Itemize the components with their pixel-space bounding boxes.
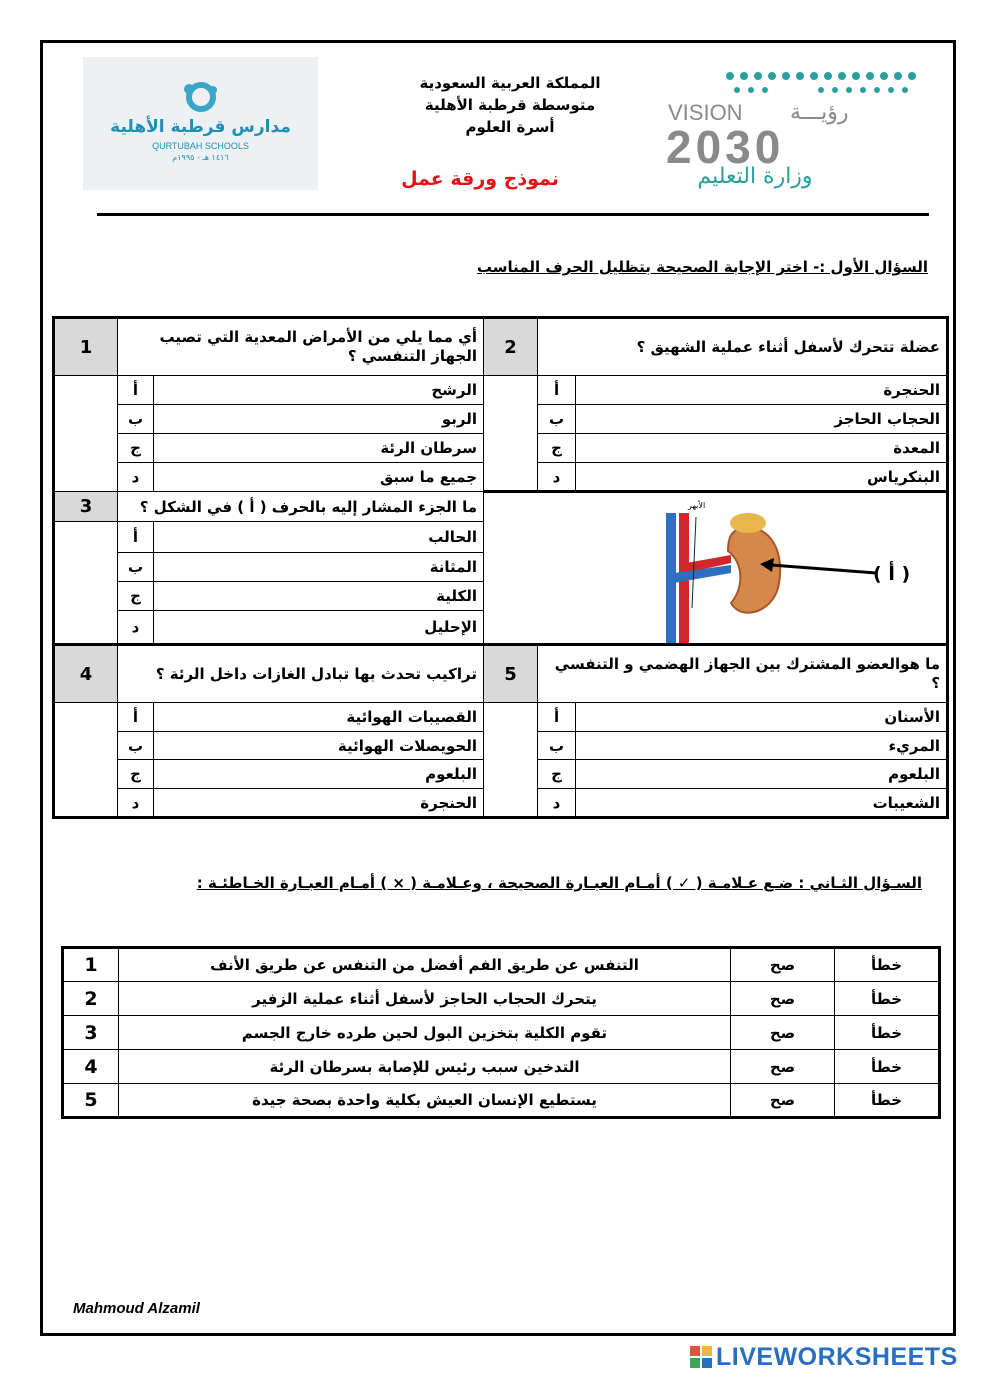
adrenal-shape — [730, 513, 766, 533]
worksheet-title: نموذج ورقة عمل — [401, 168, 559, 190]
q3-option-letter[interactable]: ج — [118, 582, 154, 611]
ministry-text: وزارة التعليم — [697, 164, 813, 189]
tf-false-option[interactable]: خطأ — [835, 1084, 940, 1118]
q5-option-text: المريء — [576, 732, 948, 760]
tf-statement: يستطيع الإنسان العيش بكلية واحدة بصحة جيدة — [119, 1084, 731, 1118]
q1-option-text: الربو — [154, 405, 484, 434]
q5-option-letter[interactable]: أ — [538, 703, 576, 732]
tf-false-option[interactable]: خطأ — [835, 1050, 940, 1084]
q2-title: السـؤال الثـاني : ضـع عـلامـة ( ✓ ) أمـام العبـارة الصحيحة ، وعـلامـة ( × ) أمـام العبـارة الخـاطئـة : — [196, 874, 922, 892]
tf-true-option[interactable]: صح — [731, 1084, 835, 1118]
q1-option-text: سرطان الرئة — [154, 434, 484, 463]
q2-option-text: البنكرياس — [576, 463, 948, 492]
q1-option-letter[interactable]: ب — [118, 405, 154, 434]
q4-option-text: القصيبات الهوائية — [154, 703, 484, 732]
aorta-caption: الأبهر — [688, 501, 706, 510]
q5-option-text: الشعيبات — [576, 789, 948, 818]
school-logo-year: ١٤١٦ هـ - ١٩٩٥م — [172, 153, 229, 162]
q5-question: ما هوالعضو المشترك بين الجهاز الهضمي و التنفسي ؟ — [538, 645, 948, 703]
vision-text: VISION — [668, 100, 743, 125]
q3-question: ما الجزء المشار إليه بالحرف ( أ ) في الشكل ؟ — [118, 492, 484, 522]
q1-title: السؤال الأول :- اختر الإجابة الصحيحة بتظليل الحرف المناسب — [476, 258, 928, 276]
q3-option-text: الإحليل — [154, 611, 484, 645]
author-name: Mahmoud Alzamil — [73, 1300, 200, 1317]
q5-option-letter[interactable]: ج — [538, 760, 576, 789]
q4-option-text: الحويصلات الهوائية — [154, 732, 484, 760]
tf-true-option[interactable]: صح — [731, 982, 835, 1016]
tf-number: 1 — [63, 948, 119, 982]
q5-option-letter[interactable]: ب — [538, 732, 576, 760]
q1-answer-cell[interactable] — [54, 376, 118, 492]
tf-statement: التنفس عن طريق الفم أفضل من التنفس عن طريق الأنف — [119, 948, 731, 982]
q4-option-letter[interactable]: ب — [118, 732, 154, 760]
q2-number: 2 — [484, 318, 538, 376]
q2-option-letter[interactable]: أ — [538, 376, 576, 405]
tf-false-option[interactable]: خطأ — [835, 982, 940, 1016]
q3-option-text: الكلية — [154, 582, 484, 611]
q2-option-text: الحنجرة — [576, 376, 948, 405]
q4-option-letter[interactable]: ج — [118, 760, 154, 789]
q1-number: 1 — [54, 318, 118, 376]
q3-answer-cell[interactable] — [54, 522, 118, 645]
q4-question: تراكيب تحدث بها تبادل الغازات داخل الرئة ؟ — [118, 645, 484, 703]
q2-option-letter[interactable]: د — [538, 463, 576, 492]
q4-option-letter[interactable]: د — [118, 789, 154, 818]
kidney-shape — [728, 527, 780, 612]
tf-true-option[interactable]: صح — [731, 1050, 835, 1084]
vision-ar-text: رؤيـــة — [790, 100, 849, 125]
header-line-1: المملكة العربية السعودية — [419, 74, 601, 92]
q4-number: 4 — [54, 645, 118, 703]
q3-option-letter[interactable]: د — [118, 611, 154, 645]
liveworksheets-brand[interactable] — [690, 1343, 958, 1372]
tf-false-option[interactable]: خطأ — [835, 1016, 940, 1050]
tf-number: 3 — [63, 1016, 119, 1050]
q2-option-letter[interactable]: ب — [538, 405, 576, 434]
tf-true-option[interactable]: صح — [731, 948, 835, 982]
school-logo — [83, 57, 318, 190]
q2-question: عضلة تتحرك لأسفل أثناء عملية الشهيق ؟ — [538, 318, 948, 376]
q5-option-text: الأسنان — [576, 703, 948, 732]
q2-answer-cell[interactable] — [484, 376, 538, 492]
q1-question: أي مما يلي من الأمراض المعدية التي تصيب الجهاز التنفسي ؟ — [118, 318, 484, 376]
q3-option-text: الحالب — [154, 522, 484, 553]
q1-option-text: جميع ما سبق — [154, 463, 484, 492]
q1-option-letter[interactable]: أ — [118, 376, 154, 405]
q4-answer-cell[interactable] — [54, 703, 118, 818]
q3-option-letter[interactable]: ب — [118, 553, 154, 582]
vision-2030-logo — [660, 60, 930, 192]
q4-option-letter[interactable]: أ — [118, 703, 154, 732]
header-line-3: أسرة العلوم — [465, 118, 555, 136]
q3-option-text: المثانة — [154, 553, 484, 582]
q1-option-letter[interactable]: ج — [118, 434, 154, 463]
vision-year: 2030 — [666, 121, 785, 173]
q4-option-text: البلعوم — [154, 760, 484, 789]
header-line-2: متوسطة قرطبة الأهلية — [424, 96, 596, 114]
q3-number: 3 — [54, 492, 118, 522]
tf-false-option[interactable]: خطأ — [835, 948, 940, 982]
tf-statement: التدخين سبب رئيس للإصابة بسرطان الرئة — [119, 1050, 731, 1084]
q4-option-text: الحنجرة — [154, 789, 484, 818]
tf-true-option[interactable]: صح — [731, 1016, 835, 1050]
q5-option-letter[interactable]: د — [538, 789, 576, 818]
tf-number: 5 — [63, 1084, 119, 1118]
mcq-table — [52, 316, 949, 819]
vision-dots-icon — [660, 60, 930, 100]
tf-statement: يتحرك الحجاب الحاجز لأسفل أثناء عملية الزفير — [119, 982, 731, 1016]
true-false-table — [61, 946, 941, 1119]
q1-option-text: الرشح — [154, 376, 484, 405]
liveworksheets-text: LIVEWORKSHEETS — [716, 1343, 958, 1371]
school-logo-en: QURTUBAH SCHOOLS — [152, 141, 249, 151]
tf-number: 4 — [63, 1050, 119, 1084]
q3-option-letter[interactable]: أ — [118, 522, 154, 553]
q2-option-letter[interactable]: ج — [538, 434, 576, 463]
header-divider — [97, 213, 929, 216]
q1-option-letter[interactable]: د — [118, 463, 154, 492]
tf-statement: تقوم الكلية بتخزين البول لحين طرده خارج الجسم — [119, 1016, 731, 1050]
kidney-figure-cell — [484, 492, 948, 645]
q2-option-text: المعدة — [576, 434, 948, 463]
figure-label-a: ( أ ) — [873, 563, 911, 585]
school-logo-ar: مدارس قرطبة الأهلية — [110, 117, 291, 137]
q5-number: 5 — [484, 645, 538, 703]
q5-option-text: البلعوم — [576, 760, 948, 789]
q5-answer-cell[interactable] — [484, 703, 538, 818]
tf-number: 2 — [63, 982, 119, 1016]
header-text — [380, 72, 640, 138]
q2-option-text: الحجاب الحاجز — [576, 405, 948, 434]
liveworksheets-logo-icon — [690, 1346, 712, 1368]
